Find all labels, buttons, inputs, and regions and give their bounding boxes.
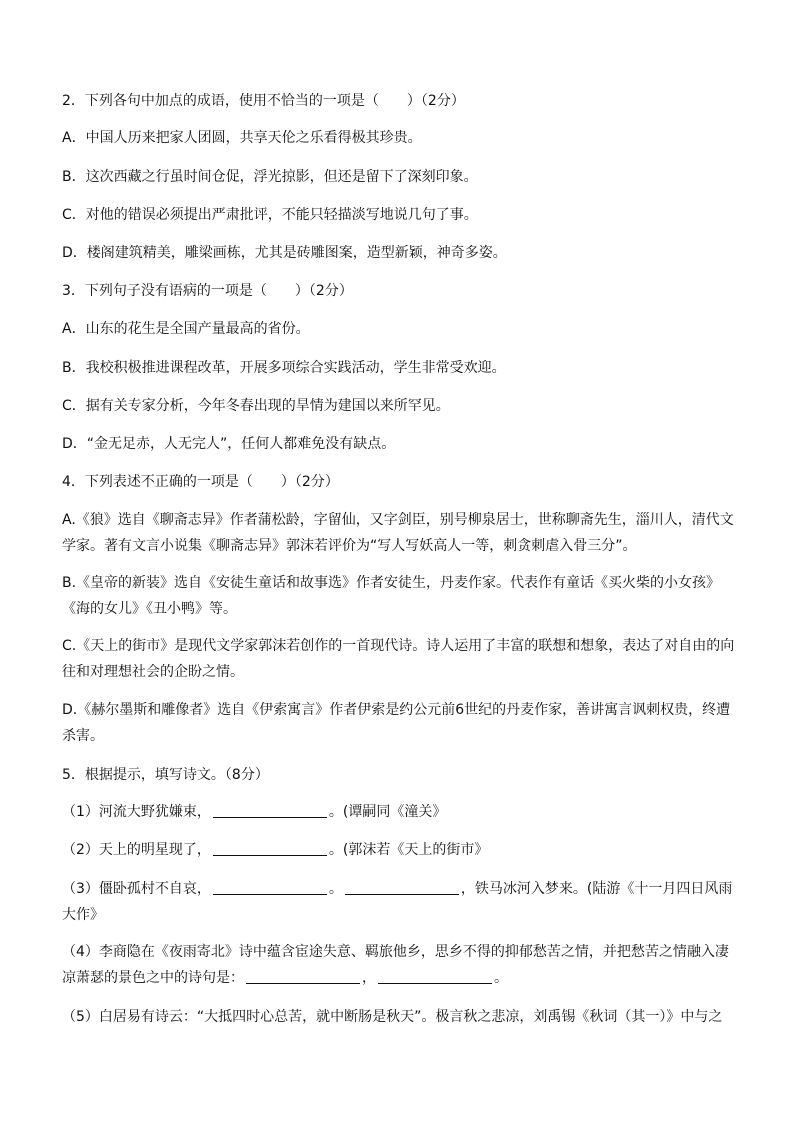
question-2-option-a: A．中国人历来把家人团圆，共享天伦之乐看得极其珍贵。 <box>62 130 422 146</box>
item-3-prefix: （3）僵卧孤村不自哀， <box>62 881 211 897</box>
question-5-item-3 <box>62 876 738 928</box>
question-4-option-c: C.《天上的街市》是现代文学家郭沫若创作的一首现代诗。诗人运用了丰富的联想和想象，表达了对自由的向往和对理想社会的企盼之情。 <box>62 638 735 680</box>
item-4-suffix: 。 <box>494 970 508 986</box>
question-3-stem: 3．下列句子没有语病的一项是（ ）（2分） <box>62 283 353 299</box>
item-4-middle: ， <box>362 970 376 986</box>
question-5-item-5: （5）白居易有诗云：“大抵四时心总苦，就中断肠是秋天”。极言秋之悲凉，刘禹锡《秋词（其一）》中与之 <box>62 1009 723 1025</box>
answer-blank[interactable] <box>378 967 492 984</box>
question-5-stem: 5．根据提示，填写诗文。（8分） <box>62 767 269 783</box>
question-3-option-a: A．山东的花生是全国产量最高的省份。 <box>62 321 310 337</box>
answer-blank[interactable] <box>246 967 360 984</box>
question-5-item-4 <box>62 939 738 991</box>
question-5-item-1 <box>62 799 738 825</box>
item-2-suffix: 。(郭沫若《天上的街市》 <box>328 842 489 858</box>
item-1-suffix: 。(谭嗣同《潼关》 <box>328 804 447 820</box>
question-4-stem: 4．下列表述不正确的一项是（ ）（2分） <box>62 474 339 490</box>
question-5-item-2 <box>62 837 738 863</box>
question-3-option-d: D．“金无足赤，人无完人”，任何人都难免没有缺点。 <box>62 436 396 452</box>
answer-blank[interactable] <box>345 878 459 895</box>
item-1-prefix: （1）河流大野犹嫌束， <box>62 804 211 820</box>
item-3-middle: 。 <box>328 881 343 897</box>
question-4-option-a: A.《狼》选自《聊斋志异》作者蒲松龄，字留仙，又字剑臣，别号柳泉居士，世称聊斋先生，淄川人，清代文学家。著有文言小说集《聊斋志异》郭沫若评价为“写人写妖高人一等，刺贪刺虐入骨三分”。 <box>62 512 734 554</box>
question-2-option-c: C．对他的错误必须提出严肃批评，不能只轻描淡写地说几句了事。 <box>62 207 478 223</box>
question-2-option-d: D．楼阁建筑精美，雕梁画栋，尤其是砖雕图案，造型新颖，神奇多姿。 <box>62 245 507 261</box>
item-4-prefix: （4）李商隐在《夜雨寄北》诗中蕴含宦途失意、羁旅他乡，思乡不得的抑郁愁苦之情，并把愁苦之情融入凄凉萧瑟的景色之中的诗句是： <box>62 944 729 986</box>
question-4-option-b: B.《皇帝的新装》选自《安徒生童话和故事选》作者安徒生，丹麦作家。代表作有童话《买火柴的小女孩》《海的女儿》《丑小鸭》等。 <box>62 575 721 617</box>
question-3-option-b: B．我校积极推进课程改革，开展多项综合实践活动，学生非常受欢迎。 <box>62 360 506 376</box>
answer-blank[interactable] <box>213 801 327 818</box>
answer-blank[interactable] <box>213 878 327 895</box>
answer-blank[interactable] <box>213 839 327 856</box>
question-2-stem: 2．下列各句中加点的成语，使用不恰当的一项是（ ）（2分） <box>62 93 465 109</box>
question-3-option-c: C．据有关专家分析，今年冬春出现的旱情为建国以来所罕见。 <box>62 398 450 414</box>
question-2-option-b: B．这次西藏之行虽时间仓促，浮光掠影，但还是留下了深刻印象。 <box>62 169 478 185</box>
item-2-prefix: （2）天上的明星现了， <box>62 842 211 858</box>
question-4-option-d: D.《赫尔墨斯和雕像者》选自《伊索寓言》作者伊索是约公元前6世纪的丹麦作家，善讲寓言讽刺权贵，终遭杀害。 <box>62 702 731 744</box>
item-3-suffix: ，铁马冰河入梦来。(陆游《十一月四日风雨大作》 <box>62 881 733 923</box>
